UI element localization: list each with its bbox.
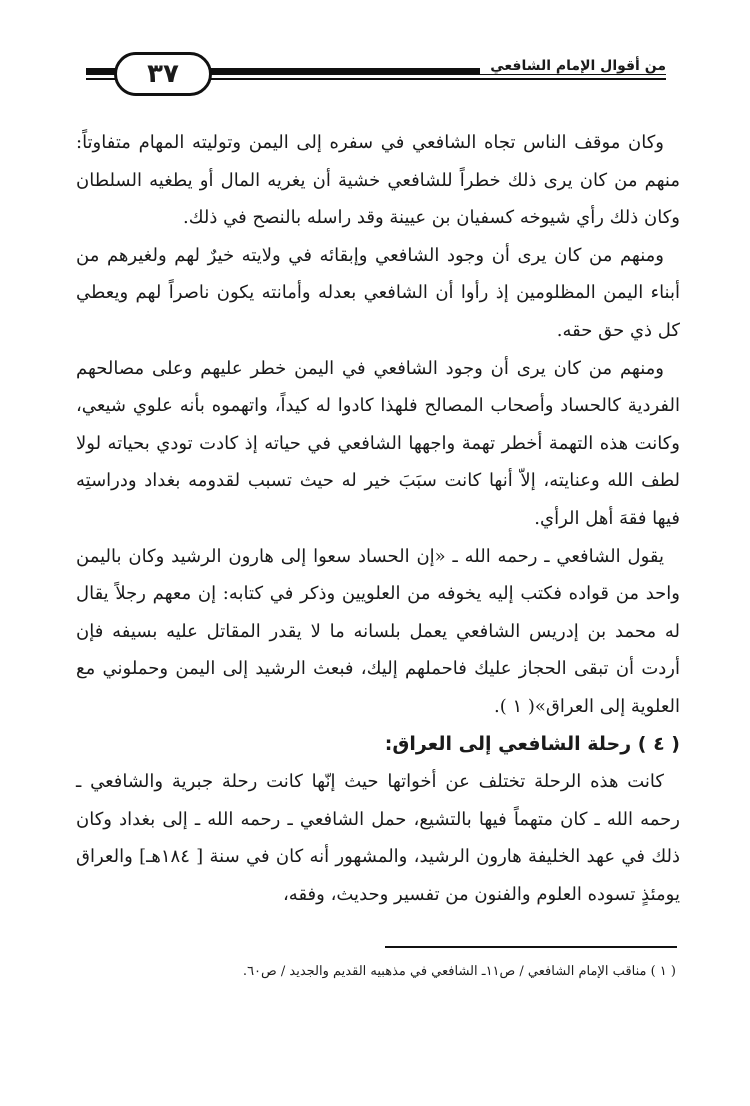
footnote-separator (385, 946, 677, 948)
paragraph: يقول الشافعي ـ رحمه الله ـ «إن الحساد سعوا إلى هارون الرشيد وكان باليمن واحد من قواده فكتب إليه يخوفه من العلويين وذكر في كتابه: إن معهم رجلاً يقال له محمد بن إدريس الشافعي يعمل بلسانه ما لا يقدر المقاتل عليه بسيفه فإن أردت أن تبقى الحجاز عليك فاحملهم إليك، فبعث الرشيد إلى اليمن وحملوني مع العلوية إلى العراق»( ١ ). (76, 545, 680, 717)
paragraph: ومنهم من كان يرى أن وجود الشافعي وإبقائه في ولايته خيرٌ لهم ولغيرهم من أبناء اليمن المظلومين إذ رأوا أن الشافعي بعدله وأمانته يكون ناصراً لهم ويعطي كل ذي حق حقه. (76, 244, 680, 341)
section-heading: ( ٤ ) رحلة الشافعي إلى العراق: (384, 732, 680, 755)
running-title: من أقوال الإمام الشافعي (480, 58, 666, 74)
paragraph: وكان موقف الناس تجاه الشافعي في سفره إلى اليمن وتوليته المهام متفاوتاً: منهم من كان يرى ذلك خطراً للشافعي خشية أن يغريه المال أو يطغيه السلطان وكان ذلك رأي شيوخه كسفيان بن عيينة وقد راسله بالنصح في ذلك. (76, 132, 680, 229)
footnote: ( ١ ) مناقب الإمام الشافعي / ص١١ـ الشافعي في مذهبيه القديم والجديد / ص٦٠. (242, 964, 676, 979)
page-header (86, 44, 666, 94)
paragraph: ومنهم من كان يرى أن وجود الشافعي في اليمن خطر عليهم وعلى مصالحهم الفردية كالحساد وأصحاب المصالح فلهذا كادوا له كيداً، واتهموه بأنه علوي شيعي، وكانت هذه التهمة أخطر تهمة واجهها الشافعي في حياته إذ كادت تودي بحياته لولا لطف الله وعنايته، إلاّ أنها كانت سبَبَ خير له حيث تسبب لقدومه بغداد ودراستِه فيها فقهَ أهل الرأي. (76, 357, 680, 529)
paragraph: كانت هذه الرحلة تختلف عن أخواتها حيث إنّها كانت رحلة جبرية والشافعي ـ رحمه الله ـ كان متهماً فيها بالتشيع، حمل الشافعي ـ رحمه الله ـ إلى بغداد وكان ذلك في عهد الخليفة هارون الرشيد، والمشهور أنه كان في سنة [ ١٨٤هـ] والعراق يومئذٍ تسوده العلوم والفنون من تفسير وحديث، وفقه، (76, 771, 680, 905)
page-number: ٣٧ (114, 52, 212, 96)
body-text (76, 124, 680, 913)
